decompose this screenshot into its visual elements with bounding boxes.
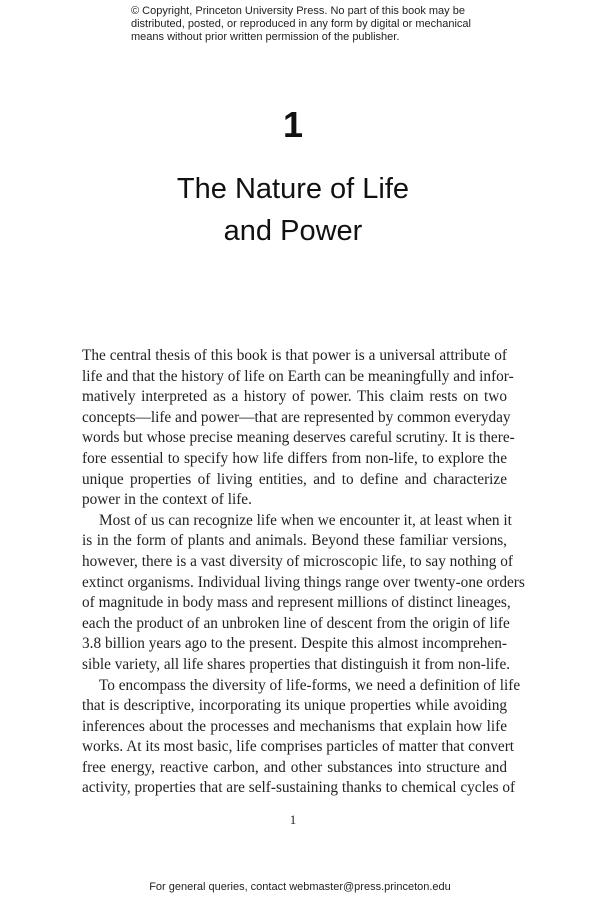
text-line: Most of us can recognize life when we encounter it, at least when it xyxy=(99,511,512,529)
text-line: that is descriptive, incorporating its unique properties while avoiding xyxy=(82,697,507,715)
paragraph xyxy=(82,346,515,511)
text-line: is in the form of plants and animals. Beyond these familiar versions, xyxy=(82,532,507,550)
text-line: inferences about the processes and mechanisms that explain how life xyxy=(82,717,507,735)
text-line: works. At its most basic, life comprises particles of matter that convert xyxy=(82,738,515,756)
copyright-notice xyxy=(131,5,471,44)
text-line: free energy, reactive carbon, and other substances into structure and xyxy=(82,758,507,776)
text-line: sible variety, all life shares properties that distinguish it from non-life. xyxy=(82,655,511,673)
text-line: words but whose precise meaning deserves careful scrutiny. It is there- xyxy=(82,429,515,447)
text-line: To encompass the diversity of life-forms, we need a definition of life xyxy=(99,676,521,694)
text-line: The central thesis of this book is that power is a universal attribute of xyxy=(82,347,507,364)
text-line: life and that the history of life on Earth can be meaningfully and infor- xyxy=(82,367,514,385)
text-line: activity, properties that are self-sustaining thanks to chemical cycles of xyxy=(82,779,516,797)
text-line: extinct organisms. Individual living things range over twenty-one orders xyxy=(82,573,525,591)
chapter-number: 1 xyxy=(282,104,304,145)
text-line: power in the context of life. xyxy=(82,491,252,509)
text-line: each the product of an unbroken line of descent from the origin of life xyxy=(82,614,510,632)
copyright-line: means without prior written permission of the publisher. xyxy=(131,31,400,43)
chapter-title xyxy=(0,168,586,252)
text-line: however, there is a vast diversity of microscopic life, to say nothing of xyxy=(82,552,513,570)
text-line: of magnitude in body mass and represent millions of distinct lineages, xyxy=(82,594,511,612)
text-line: matively interpreted as a history of power. This claim rests on two xyxy=(82,388,507,406)
body-text xyxy=(82,346,525,799)
text-line: 3.8 billion years ago to the present. Despite this almost incomprehen- xyxy=(82,635,507,653)
page-number: 1 xyxy=(289,812,297,827)
chapter-title-line: and Power xyxy=(223,215,363,247)
copyright-line: © Copyright, Princeton University Press. No part of this book may be xyxy=(131,5,465,17)
paragraph xyxy=(82,676,521,800)
chapter-title-line: The Nature of Life xyxy=(176,173,410,205)
text-line: unique properties of living entities, and to define and characterize xyxy=(82,470,507,488)
paragraph xyxy=(82,511,525,676)
text-line: fore essential to specify how life differs from non-life, to explore the xyxy=(82,449,507,467)
copyright-line: distributed, posted, or reproduced in any form by digital or mechanical xyxy=(131,18,471,30)
text-line: concepts—life and power—that are represented by common everyday xyxy=(82,408,511,426)
footer-contact: For general queries, contact webmaster@press.princeton.edu xyxy=(149,881,451,893)
